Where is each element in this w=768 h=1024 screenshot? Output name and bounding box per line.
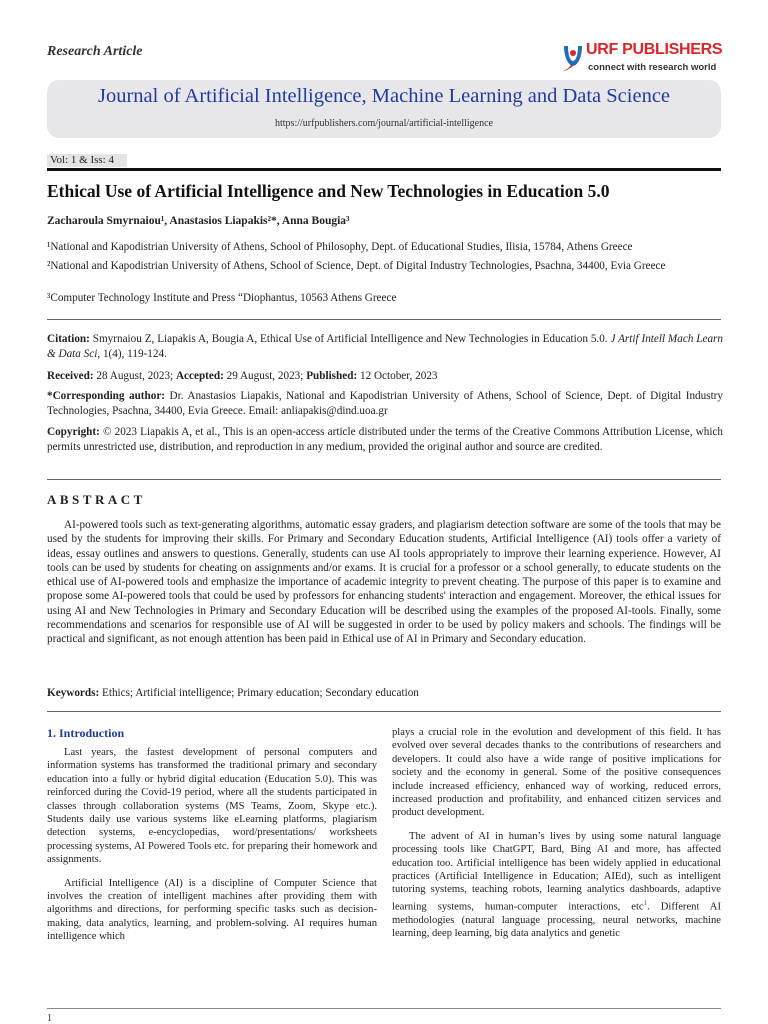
- left-column: [47, 746, 377, 954]
- publisher-logo[interactable]: [560, 40, 730, 76]
- dates-block: [47, 369, 723, 384]
- section-heading-introduction: 1. Introduction: [47, 726, 125, 740]
- affiliation-divider: [47, 319, 721, 320]
- published-date: 12 October, 2023: [357, 370, 438, 382]
- journal-url-link[interactable]: https://urfpublishers.com/journal/artificial-intelligence: [275, 118, 493, 129]
- keywords-label: Keywords:: [47, 687, 100, 699]
- article-type-label: Research Article: [47, 44, 143, 59]
- affiliation-1: ¹National and Kapodistrian University of Athens, School of Philosophy, Dept. of Educational Studies, Ilisia, 15784, Athens Greece: [47, 241, 633, 253]
- journal-title: Journal of Artificial Intelligence, Machine Learning and Data Science: [97, 85, 671, 107]
- copyright-block: [47, 425, 723, 454]
- citation-text: Smyrnaiou Z, Liapakis A, Bougia A, Ethical Use of Artificial Intelligence and New Technologies in Education 5.0.: [89, 333, 611, 345]
- publisher-logo-icon: [560, 42, 586, 72]
- corresponding-label: *Corresponding author:: [47, 390, 166, 402]
- abstract-text: AI-powered tools such as text-generating algorithms, automatic essay graders, and plagiarism detection software are some of the tools that may be used by the students for improving their skills. For Primary and Secondary Education students, Artificial Intelligence (AI) tools offer a variety of ideas, essay outlines and answers to questions. Generally, students can use AI tools appropriately to improve their learning experience. However, AI tools can be used by students for cheating on assignments and/or exams. It is crucial for a professor or a school generally, to educate students on the ethical use of AI-powered tools and emphasize the importance of academic integrity to prevent cheating. The purpose of this paper is to examine and propose some AI-powered tools that could be used by professors for enhancing students' interaction and engagement. Moreover, the ethical issues for using AI and New Technologies in Primary and Secondary Education will be described using the examples of the proposed AI-tools. Finally, some recommendations and scenarios for responsible use of AI will be suggested in order to be used by policy makers and schools. The findings will be practical and significant, as not enough attention has been paid in Ethical use of AI in Primary and Secondary education.: [47, 519, 721, 646]
- intro-paragraph-3: plays a crucial role in the evolution and development of this field. It has evolved over several decades thanks to the contributions of researchers and developers. It could also have a wide range of positive implications for society and the economy in general. Some of the positive consequences include increased efficiency, enhanced way of working, reduced errors, increased production and profitability, and enhanced citizen services and product development.: [392, 727, 721, 819]
- affiliation-2: ²National and Kapodistrian University of Athens, School of Science, Dept. of Digital Industry Technologies, Psachna, 34400, Evia Greece: [47, 260, 666, 272]
- received-date: 28 August, 2023;: [93, 370, 176, 382]
- accepted-label: Accepted:: [175, 370, 224, 382]
- citation-label: Citation:: [47, 333, 90, 345]
- copyright-text: © 2023 Liapakis A, et al., This is an open-access article distributed under the terms of the Creative Commons Attribution License, which permits unrestricted use, distribution, and reproduction in any medium, provided the original author and source are credited.: [47, 426, 723, 453]
- intro-paragraph-4: [392, 830, 721, 941]
- intro-paragraph-2: Artificial Intelligence (AI) is a discipline of Computer Science that involves the creation of intelligent machines after providing them with algorithms and directions, for performing specific tasks such as decision-making, data analytics, learning, and problem-solving. AI requires human intelligence which: [47, 877, 377, 943]
- received-label: Received:: [47, 370, 94, 382]
- volume-issue-label: Vol: 1 & Iss: 4: [47, 154, 127, 167]
- title-divider: [47, 168, 721, 171]
- copyright-label: Copyright:: [47, 426, 100, 438]
- paper-title: Ethical Use of Artificial Intelligence and New Technologies in Education 5.0: [47, 181, 610, 201]
- intro-paragraph-1: Last years, the fastest development of personal computers and information systems has transformed the traditional primary and secondary education into a fully or hybrid digital education (Education 5.0). This was reinforced during the Covid-19 period, where all the students participated in classes through collaboration systems (MS Teams, Zoom, Skype etc.). Students daily use various systems like eLearning platforms, plagiarism detection systems, e-encyclopedias, word/presentations/ worksheets processing systems, AI Powered Tools etc. for preparing their homework and assignments.: [47, 747, 377, 866]
- intro-paragraph-4-text-a: The advent of AI in human’s lives by using some natural language processing tools like ChatGPT, Bard, Bing AI and more, has affected education too. Artificial intelligence has been widely applied in educational practices (Artificial Intelligence in Education; AIEd), such as intelligent tutoring systems, teaching robots, learning analytics dashboards, adaptive learning systems, human-computer interactions, etc: [392, 830, 721, 913]
- author-list: Zacharoula Smyrnaiou¹, Anastasios Liapakis²*, Anna Bougia³: [47, 215, 350, 227]
- citation-tail: , 1(4), 119-124.: [97, 347, 167, 360]
- intro-paragraph-4-text-b: . Different AI methodologies (natural language processing, neural networks, machine learning, deep learning, big data analytics and genetic: [392, 901, 721, 940]
- publisher-tagline: connect with research world: [588, 62, 717, 73]
- meta-divider: [47, 479, 721, 480]
- accepted-date: 29 August, 2023;: [223, 370, 307, 382]
- footer-divider: [47, 1008, 721, 1009]
- citation-journal: J Artif Intell Mach Learn & Data Sci: [47, 333, 723, 360]
- corresponding-author-block: [47, 389, 723, 418]
- corresponding-text: Dr. Anastasios Liapakis, National and Kapodistrian University of Athens, School of Science, Dept. of Digital Industry Technologies, Psachna, 34400, Evia Greece. Email: anliapakis@dind.uoa.gr: [47, 390, 724, 417]
- abstract-heading: ABSTRACT: [47, 492, 146, 507]
- reference-link[interactable]: 1: [643, 898, 648, 907]
- keywords-text: Ethics; Artificial intelligence; Primary education; Secondary education: [99, 687, 419, 699]
- publisher-name: URF PUBLISHERS: [586, 41, 723, 58]
- citation-block: [47, 332, 723, 361]
- keywords-line: [47, 687, 419, 699]
- published-label: Published:: [306, 370, 358, 382]
- page-number: 1: [47, 1013, 52, 1024]
- abstract-divider: [47, 711, 721, 712]
- affiliation-3: ³Computer Technology Institute and Press “Diophantus, 10563 Athens Greece: [47, 292, 397, 304]
- right-column: [392, 726, 721, 951]
